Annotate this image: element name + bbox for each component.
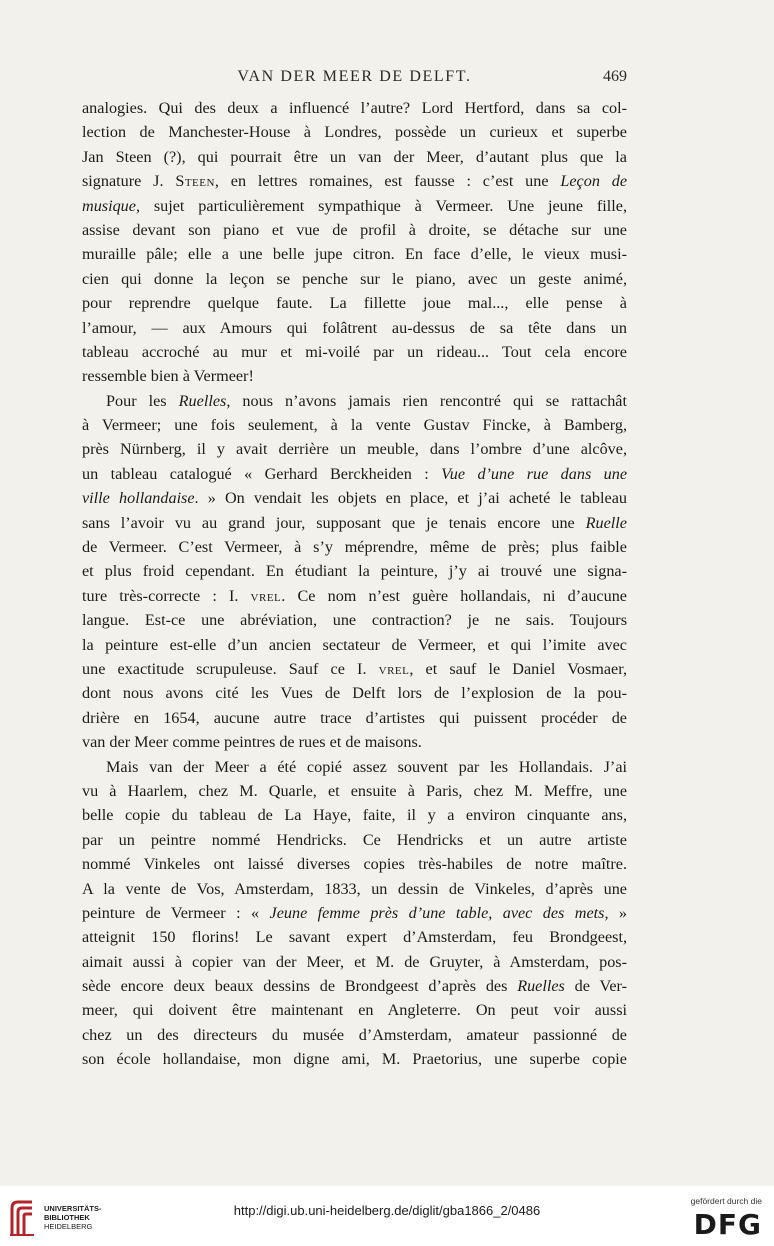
text-line: tableau accroché au mur et mi-voilé par un rideau... Tout cela encore — [82, 342, 627, 361]
funded-by-text: gefördert durch die — [690, 1196, 762, 1206]
italic-title: Vue d’une rue dans une — [441, 464, 628, 483]
text-line — [82, 974, 627, 998]
text-line: analogies. Qui des deux a influencé l’autre? Lord Hertford, dans sa col- — [82, 99, 627, 117]
text-line: aimait aussi à copier van der Meer, et M. de Gruyter, à Amsterdam, pos- — [82, 952, 627, 971]
line-segment: » — [608, 903, 628, 922]
text-line: ressemble bien à Vermeer! — [82, 367, 254, 386]
text-line: chez un des directeurs du musée d’Amsterdam, amateur passionné de — [82, 1025, 627, 1044]
line-segment: , nous n’avons jamais rien rencontré qui se rattachât — [226, 391, 627, 410]
line-segment: une exactitude scrupuleuse. Sauf ce I. — [82, 659, 379, 678]
italic-title: Ruelles — [517, 977, 565, 996]
italic-title: musique — [82, 196, 136, 215]
line-segment: , sujet particulièrement sympathique à Vermeer. Une jeune fille, — [135, 196, 627, 215]
text-line — [82, 389, 627, 413]
text-line: pour reprendre quelque faute. La fillette joue mal..., elle pense à — [82, 294, 627, 313]
text-line: de Vermeer. C’est Vermeer, à s’y méprendre, même de près; plus faible — [82, 538, 627, 557]
text-line: la peinture est-elle d’un ancien sectateur de Vermeer, et qui l’imite avec — [82, 635, 627, 654]
text-line: A la vente de Vos, Amsterdam, 1833, un dessin de Vinkeles, d’après une — [82, 879, 627, 898]
page-number: 469 — [603, 68, 627, 85]
text-line: par un peintre nommé Hendricks. Ce Hendricks et un autre artiste — [82, 830, 627, 849]
institution-line: BIBLIOTHEK — [44, 1213, 90, 1222]
line-segment: . » On vendait les objets en place, et j’ai acheté le tableau — [194, 489, 627, 508]
institution-line: UNIVERSITÄTS- — [44, 1204, 102, 1213]
text-line — [82, 511, 627, 535]
text-line: van der Meer comme peintres de rues et de maisons. — [82, 733, 422, 752]
line-segment: sède encore deux beaux dessins de Brondgeest d’après des — [82, 977, 518, 996]
italic-title: Jeune femme près d’une table, avec des mets, — [269, 903, 609, 922]
text-line: nommé Vinkeles ont laissé diverses copies très-habiles de notre maître. — [82, 855, 627, 874]
line-segment: de Ver- — [564, 977, 627, 996]
text-line: l’amour, — aux Amours qui folâtrent au-dessus de sa tête dans un — [82, 318, 627, 337]
line-segment: , en lettres romaines, est fausse : c’est une — [214, 172, 561, 191]
italic-title: Leçon de — [560, 172, 628, 191]
text-line: Jan Steen (?), qui pourrait être un van der Meer, d’autant plus que la — [82, 147, 627, 166]
text-line: muraille pâle; elle a une belle jupe citron. En face d’elle, le vieux musi- — [82, 245, 627, 264]
text-line: lection de Manchester-House à Londres, possède un curieux et superbe — [82, 123, 627, 142]
body-text — [82, 96, 627, 1072]
small-caps-name: Steen — [175, 172, 215, 191]
permalink-url[interactable]: http://digi.ub.uni-heidelberg.de/diglit/gba1866_2/0486 — [233, 1203, 541, 1218]
text-line: cien qui donne la leçon se penche sur le piano, avec un geste animé, — [82, 269, 627, 288]
running-title: VAN DER MEER DE DELFT. — [237, 68, 472, 85]
text-line: et plus froid cependant. En étudiant la peinture, j’y ai trouvé une signa- — [82, 562, 627, 581]
text-line — [82, 657, 627, 681]
text-line: langue. Est-ce une abréviation, une contraction? je ne sais. Toujours — [82, 611, 627, 630]
line-segment: Pour les — [106, 391, 179, 410]
text-line: belle copie du tableau de La Haye, faite, il y a environ cinquante ans, — [82, 806, 627, 825]
text-line: meer, qui doivent être maintenant en Angleterre. On peut voir aussi — [82, 1001, 627, 1020]
running-head — [82, 68, 627, 90]
text-line: son école hollandaise, mon digne ami, M. Praetorius, une superbe copie — [82, 1050, 627, 1069]
text-line — [82, 584, 627, 608]
line-segment: peinture de Vermeer : « — [82, 903, 270, 922]
text-line — [82, 462, 627, 486]
line-segment: signature J. — [82, 172, 176, 191]
line-segment: . Ce nom n’est guère hollandais, ni d’aucune — [281, 586, 627, 605]
text-line — [82, 486, 627, 510]
text-line: à Vermeer; une fois seulement, à la vente Gustav Fincke, à Bamberg, — [82, 416, 627, 435]
text-line — [82, 169, 627, 193]
line-segment: sans l’avoir vu au grand jour, supposant que je tenais encore une — [82, 513, 586, 532]
small-caps-name: vrel — [250, 586, 282, 605]
text-line: près Nürnberg, il y avait derrière un meuble, dans l’ombre d’une alcôve, — [82, 440, 627, 459]
text-line: assise devant son piano et vue de profil à droite, se détache sur une — [82, 220, 627, 239]
funder-logo: DFG — [693, 1208, 762, 1241]
text-line: Mais van der Meer a été copié assez souvent par les Hollandais. J’ai — [106, 757, 627, 776]
italic-title: ville hollandaise — [82, 489, 195, 508]
text-line — [82, 901, 627, 925]
text-line: dont nous avons cité les Vues de Delft lors de l’explosion de la pou- — [82, 684, 627, 703]
italic-title: Ruelle — [585, 513, 627, 532]
line-segment: un tableau catalogué « Gerhard Berckheiden : — [82, 464, 442, 483]
italic-title: Ruelles — [178, 391, 227, 410]
text-line — [82, 194, 627, 218]
line-segment: ture très-correcte : I. — [82, 586, 251, 605]
text-line: drière en 1654, aucune autre trace d’artistes qui puissent procéder de — [82, 708, 627, 727]
text-line: vu à Haarlem, chez M. Quarle, et ensuite à Paris, chez M. Meffre, une — [82, 781, 627, 800]
institution-line: HEIDELBERG — [44, 1222, 93, 1231]
text-line: atteignit 150 florins! Le savant expert d’Amsterdam, feu Brondgeest, — [82, 928, 627, 947]
small-caps-name: vrel — [378, 659, 410, 678]
line-segment: , et sauf le Daniel Vosmaer, — [409, 659, 627, 678]
